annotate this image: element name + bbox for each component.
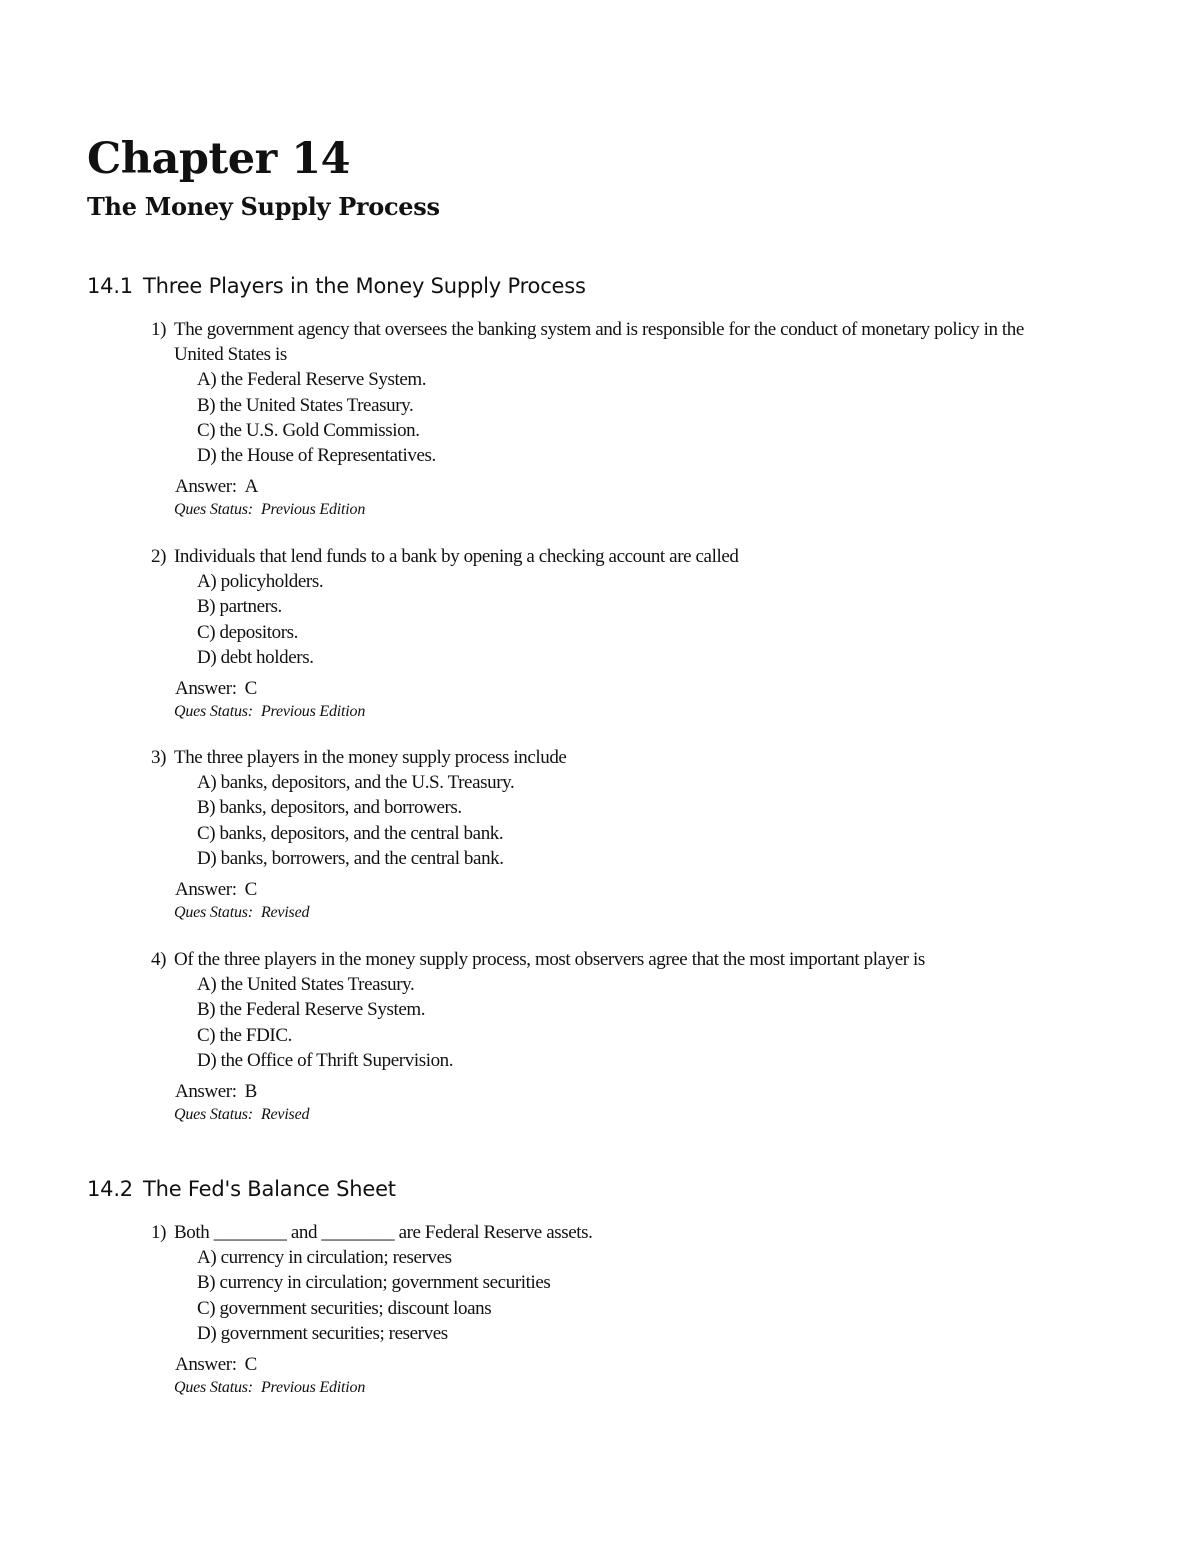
- question-text: Both ________ and ________ are Federal Reserve assets.: [174, 1222, 593, 1243]
- status-value: Previous Edition: [260, 703, 366, 721]
- question-text: The three players in the money supply process include: [174, 747, 567, 768]
- section-14-2: [87, 1175, 1117, 1397]
- option-b: B) the United States Treasury.: [197, 394, 414, 416]
- answer-label: Answer:: [175, 1081, 237, 1103]
- answer-value: C: [244, 678, 257, 700]
- question-1: [151, 317, 1051, 521]
- status-value: Previous Edition: [260, 501, 366, 519]
- option-b: B) partners.: [197, 596, 282, 618]
- answer-label: Answer:: [175, 1354, 237, 1376]
- option-a: A) the United States Treasury.: [197, 974, 415, 996]
- question-stem: [151, 544, 1051, 569]
- status-value: Previous Edition: [260, 1379, 366, 1397]
- status-label: Ques Status:: [174, 501, 253, 519]
- question-stem: [151, 317, 1051, 367]
- status-value: Revised: [260, 1106, 310, 1124]
- question-text: The government agency that oversees the banking system and is responsible for the conduct of monetary policy in the United States is: [174, 319, 1024, 366]
- section-number: 14.2: [87, 1177, 133, 1201]
- section-heading: [87, 1175, 1117, 1203]
- question-text: Of the three players in the money supply process, most observers agree that the most important player is: [174, 949, 925, 970]
- question-stem: [151, 947, 1051, 972]
- question-4: [151, 947, 1051, 1126]
- question-status: [151, 499, 1051, 521]
- option-b: B) banks, depositors, and borrowers.: [197, 797, 462, 819]
- option-b: B) the Federal Reserve System.: [197, 999, 426, 1021]
- question-status: [151, 1377, 1051, 1399]
- answer-line: [151, 877, 1051, 902]
- option-list: [151, 367, 1051, 468]
- section-heading: [87, 272, 1117, 300]
- answer-line: [151, 474, 1051, 499]
- question-status: [151, 1104, 1051, 1126]
- question-stem: [151, 1220, 1051, 1245]
- status-label: Ques Status:: [174, 703, 253, 721]
- chapter-title: Chapter 14: [87, 134, 351, 184]
- question-stem: [151, 745, 1051, 770]
- chapter-subtitle: The Money Supply Process: [87, 192, 440, 221]
- section-14-1: [87, 272, 1117, 1124]
- question-text: Individuals that lend funds to a bank by opening a checking account are called: [174, 546, 739, 567]
- answer-label: Answer:: [175, 476, 237, 498]
- option-a: A) policyholders.: [197, 571, 324, 593]
- question-status: [151, 701, 1051, 723]
- section-title: Three Players in the Money Supply Process: [143, 274, 586, 298]
- status-label: Ques Status:: [174, 904, 253, 922]
- option-a: A) banks, depositors, and the U.S. Treasury.: [197, 772, 515, 794]
- option-c: C) depositors.: [197, 621, 299, 643]
- answer-value: C: [244, 879, 257, 901]
- answer-line: [151, 1079, 1051, 1104]
- option-list: [151, 770, 1051, 871]
- option-d: D) debt holders.: [197, 646, 314, 668]
- option-d: D) banks, borrowers, and the central bank.: [197, 847, 504, 869]
- option-c: C) the FDIC.: [197, 1024, 292, 1046]
- answer-line: [151, 676, 1051, 701]
- answer-value: A: [244, 476, 258, 498]
- question-number: 2): [151, 546, 167, 567]
- question-number: 3): [151, 747, 167, 768]
- question-1: [151, 1220, 1051, 1399]
- question-3: [151, 745, 1051, 924]
- answer-value: B: [244, 1081, 257, 1103]
- option-d: D) the House of Representatives.: [197, 445, 436, 467]
- option-b: B) currency in circulation; government securities: [197, 1272, 551, 1294]
- option-a: A) currency in circulation; reserves: [197, 1247, 452, 1269]
- option-d: D) government securities; reserves: [197, 1322, 448, 1344]
- question-status: [151, 902, 1051, 924]
- option-c: C) the U.S. Gold Commission.: [197, 419, 420, 441]
- answer-line: [151, 1352, 1051, 1377]
- option-a: A) the Federal Reserve System.: [197, 369, 427, 391]
- option-list: [151, 1245, 1051, 1346]
- question-2: [151, 544, 1051, 723]
- option-list: [151, 569, 1051, 670]
- question-number: 4): [151, 949, 167, 970]
- section-number: 14.1: [87, 274, 133, 298]
- status-label: Ques Status:: [174, 1379, 253, 1397]
- option-c: C) banks, depositors, and the central bank.: [197, 822, 504, 844]
- answer-label: Answer:: [175, 678, 237, 700]
- question-number: 1): [151, 319, 167, 340]
- option-d: D) the Office of Thrift Supervision.: [197, 1049, 454, 1071]
- question-number: 1): [151, 1222, 167, 1243]
- status-value: Revised: [260, 904, 310, 922]
- status-label: Ques Status:: [174, 1106, 253, 1124]
- answer-label: Answer:: [175, 879, 237, 901]
- answer-value: C: [244, 1354, 257, 1376]
- section-title: The Fed's Balance Sheet: [143, 1177, 396, 1201]
- option-list: [151, 972, 1051, 1073]
- option-c: C) government securities; discount loans: [197, 1297, 492, 1319]
